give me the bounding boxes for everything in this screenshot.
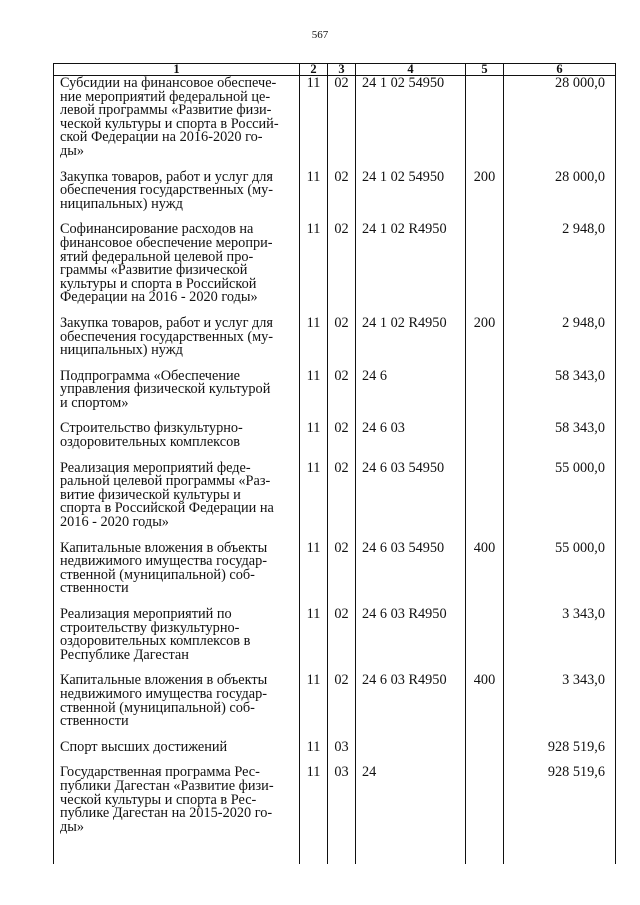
row-name-cell (54, 765, 300, 864)
row-section-code: 11 (306, 221, 321, 238)
row-expense-type-code (466, 421, 503, 433)
row-amount-cell (504, 170, 616, 223)
row-name: Субсидии на финансовое обеспече- ние мероприятий федеральной це- левой программы «Развитие физи- ческой культуры и спорта в Россий- ской Федерации на 2016-2020 го- ды» (60, 75, 279, 159)
row-subsection-code: 02 (334, 314, 349, 331)
row-expense-type-code (466, 76, 503, 88)
row-subsection-code-cell (328, 765, 356, 864)
row-section-code: 11 (306, 420, 321, 437)
column-header-5: 5 (466, 64, 504, 76)
row-section-code-cell (300, 607, 328, 673)
row-amount-cell (504, 369, 616, 422)
row-amount-cell (504, 222, 616, 316)
row-section-code: 11 (306, 539, 321, 556)
row-subsection-code-cell (328, 222, 356, 316)
budget-table (53, 63, 616, 864)
row-subsection-code-cell (328, 607, 356, 673)
row-target-item-code: 24 1 02 54950 (362, 168, 445, 185)
table-row (54, 369, 616, 422)
row-section-code-cell (300, 222, 328, 316)
column-header-3: 3 (328, 64, 356, 76)
row-section-code: 11 (306, 764, 321, 781)
row-expense-type-code (466, 461, 503, 473)
row-section-code-cell (300, 170, 328, 223)
row-name: Строительство физкультурно- оздоровительных комплексов (60, 420, 243, 451)
row-subsection-code-cell (328, 421, 356, 460)
table-row (54, 607, 616, 673)
row-target-item-code: 24 6 03 R4950 (362, 672, 447, 689)
table-row (54, 76, 616, 170)
row-name: Софинансирование расходов на финансовое обеспечение меропри- ятий федеральной целевой про- граммы «Развитие физической культуры и спорта в Российской Федерации на 2016 - 2020 годы» (60, 221, 273, 306)
row-subsection-code-cell (328, 170, 356, 223)
table-row (54, 421, 616, 460)
table-body (54, 76, 616, 865)
row-subsection-code-cell (328, 316, 356, 369)
row-expense-type-code-cell (466, 421, 504, 460)
row-target-item-code: 24 (362, 764, 377, 781)
row-target-item-code-cell (356, 316, 466, 369)
row-section-code: 11 (306, 314, 321, 331)
row-amount-cell (504, 740, 616, 766)
column-header-1: 1 (54, 64, 300, 76)
column-header-2: 2 (300, 64, 328, 76)
row-name: Капитальные вложения в объекты недвижимого имущества государ- ственной (муниципальной) соб- ственности (60, 539, 268, 597)
row-expense-type-code: 400 (473, 672, 496, 689)
row-expense-type-code-cell (466, 222, 504, 316)
row-name: Закупка товаров, работ и услуг для обеспечения государственных (му- ниципальных) нужд (60, 314, 274, 359)
table-row (54, 461, 616, 541)
column-header-4: 4 (356, 64, 466, 76)
row-section-code: 11 (306, 606, 321, 622)
row-name: Реализация мероприятий феде- ральной целевой программы «Раз- витие физической культуры и спорта в Российской Федерации на 2016 - 2020 годы» (60, 459, 274, 531)
row-amount: 28 000,0 (554, 168, 605, 185)
row-name-cell (54, 369, 300, 422)
row-amount: 58 343,0 (554, 420, 605, 437)
row-section-code-cell (300, 316, 328, 369)
row-expense-type-code (466, 607, 503, 619)
row-subsection-code-cell (328, 673, 356, 739)
row-subsection-code: 02 (334, 75, 349, 91)
row-expense-type-code-cell (466, 765, 504, 864)
row-target-item-code-cell (356, 541, 466, 607)
row-expense-type-code (466, 740, 503, 752)
table-row (54, 541, 616, 607)
row-amount-cell (504, 316, 616, 369)
row-subsection-code: 02 (334, 367, 349, 384)
row-target-item-code: 24 6 03 54950 (362, 459, 445, 476)
row-expense-type-code-cell (466, 170, 504, 223)
row-subsection-code: 03 (334, 738, 349, 755)
row-subsection-code-cell (328, 740, 356, 766)
row-amount: 55 000,0 (554, 459, 605, 476)
table-row (54, 673, 616, 739)
row-target-item-code-cell (356, 170, 466, 223)
row-expense-type-code-cell (466, 76, 504, 170)
row-expense-type-code (466, 222, 503, 234)
row-expense-type-code-cell (466, 316, 504, 369)
row-amount: 58 343,0 (554, 367, 605, 384)
row-subsection-code-cell (328, 541, 356, 607)
row-name-cell (54, 541, 300, 607)
row-amount-cell (504, 76, 616, 170)
row-section-code-cell (300, 461, 328, 541)
table-row (54, 740, 616, 766)
row-expense-type-code: 200 (473, 314, 496, 331)
row-expense-type-code-cell (466, 461, 504, 541)
row-target-item-code: 24 6 03 (362, 420, 405, 437)
row-section-code: 11 (306, 168, 321, 185)
row-target-item-code-cell (356, 765, 466, 864)
row-target-item-code-cell (356, 673, 466, 739)
row-name: Реализация мероприятий по строительству физкультурно- оздоровительных комплексов в Республике Дагестан (60, 606, 251, 663)
row-name: Спорт высших достижений (60, 738, 228, 755)
row-name-cell (54, 316, 300, 369)
row-expense-type-code (466, 369, 503, 381)
row-expense-type-code-cell (466, 607, 504, 673)
row-target-item-code (362, 740, 465, 752)
row-name: Капитальные вложения в объекты недвижимого имущества государ- ственной (муниципальной) соб- ственности (60, 672, 268, 730)
row-subsection-code: 02 (334, 606, 349, 622)
row-target-item-code-cell (356, 76, 466, 170)
row-name-cell (54, 607, 300, 673)
row-amount: 2 948,0 (562, 314, 605, 331)
row-section-code-cell (300, 765, 328, 864)
row-name: Закупка товаров, работ и услуг для обеспечения государственных (му- ниципальных) нужд (60, 168, 274, 212)
table-header-row (54, 64, 616, 76)
row-target-item-code-cell (356, 369, 466, 422)
row-section-code-cell (300, 369, 328, 422)
row-expense-type-code-cell (466, 673, 504, 739)
row-subsection-code: 03 (334, 764, 349, 781)
row-target-item-code-cell (356, 740, 466, 766)
row-expense-type-code-cell (466, 369, 504, 422)
row-name: Подпрограмма «Обеспечение управления физической культурой и спортом» (60, 367, 271, 411)
row-name-cell (54, 740, 300, 766)
row-target-item-code-cell (356, 421, 466, 460)
row-target-item-code-cell (356, 222, 466, 316)
row-section-code-cell (300, 740, 328, 766)
row-amount: 28 000,0 (554, 75, 605, 91)
row-amount-cell (504, 765, 616, 864)
row-name-cell (54, 461, 300, 541)
row-target-item-code-cell (356, 461, 466, 541)
row-amount-cell (504, 461, 616, 541)
row-subsection-code: 02 (334, 168, 349, 185)
table-row (54, 170, 616, 223)
table-row (54, 765, 616, 864)
row-amount-cell (504, 421, 616, 460)
row-expense-type-code (466, 765, 503, 796)
row-section-code: 11 (306, 367, 321, 384)
row-subsection-code: 02 (334, 420, 349, 437)
row-target-item-code: 24 6 03 R4950 (362, 606, 447, 622)
row-name-cell (54, 170, 300, 223)
column-header-6: 6 (504, 64, 616, 76)
row-subsection-code-cell (328, 369, 356, 422)
row-expense-type-code-cell (466, 740, 504, 766)
row-amount: 928 519,6 (547, 764, 605, 781)
row-section-code: 11 (306, 459, 321, 476)
row-name-cell (54, 222, 300, 316)
row-amount-cell (504, 541, 616, 607)
row-subsection-code-cell (328, 76, 356, 170)
row-amount: 3 343,0 (562, 606, 605, 622)
row-name-cell (54, 76, 300, 170)
row-amount-cell (504, 607, 616, 673)
row-expense-type-code: 400 (473, 539, 496, 556)
row-section-code-cell (300, 541, 328, 607)
row-target-item-code: 24 6 03 54950 (362, 539, 445, 556)
row-name-cell (54, 673, 300, 739)
row-section-code-cell (300, 421, 328, 460)
row-amount: 928 519,6 (547, 738, 605, 755)
row-expense-type-code: 200 (473, 168, 496, 185)
row-section-code: 11 (306, 75, 321, 91)
row-name-cell (54, 421, 300, 460)
row-expense-type-code-cell (466, 541, 504, 607)
row-subsection-code: 02 (334, 459, 349, 476)
row-subsection-code-cell (328, 461, 356, 541)
row-target-item-code: 24 1 02 R4950 (362, 314, 447, 331)
row-subsection-code: 02 (334, 672, 349, 689)
row-section-code-cell (300, 673, 328, 739)
row-target-item-code: 24 1 02 R4950 (362, 221, 447, 238)
row-target-item-code: 24 1 02 54950 (362, 75, 445, 91)
page-number: 567 (311, 29, 329, 41)
table-row (54, 316, 616, 369)
row-target-item-code-cell (356, 607, 466, 673)
table-row (54, 222, 616, 316)
row-amount: 55 000,0 (554, 539, 605, 556)
row-section-code: 11 (306, 672, 321, 689)
row-section-code-cell (300, 76, 328, 170)
row-subsection-code: 02 (334, 221, 349, 238)
row-subsection-code: 02 (334, 539, 349, 556)
row-amount: 2 948,0 (562, 221, 605, 238)
row-section-code: 11 (306, 738, 321, 755)
row-target-item-code: 24 6 (362, 367, 388, 384)
row-amount: 3 343,0 (562, 672, 605, 689)
row-amount-cell (504, 673, 616, 739)
row-name: Государственная программа Рес- публики Дагестан «Развитие физи- ческой культуры и спорта в Рес- публике Дагестан на 2015-2020 го- ды» (60, 764, 274, 835)
